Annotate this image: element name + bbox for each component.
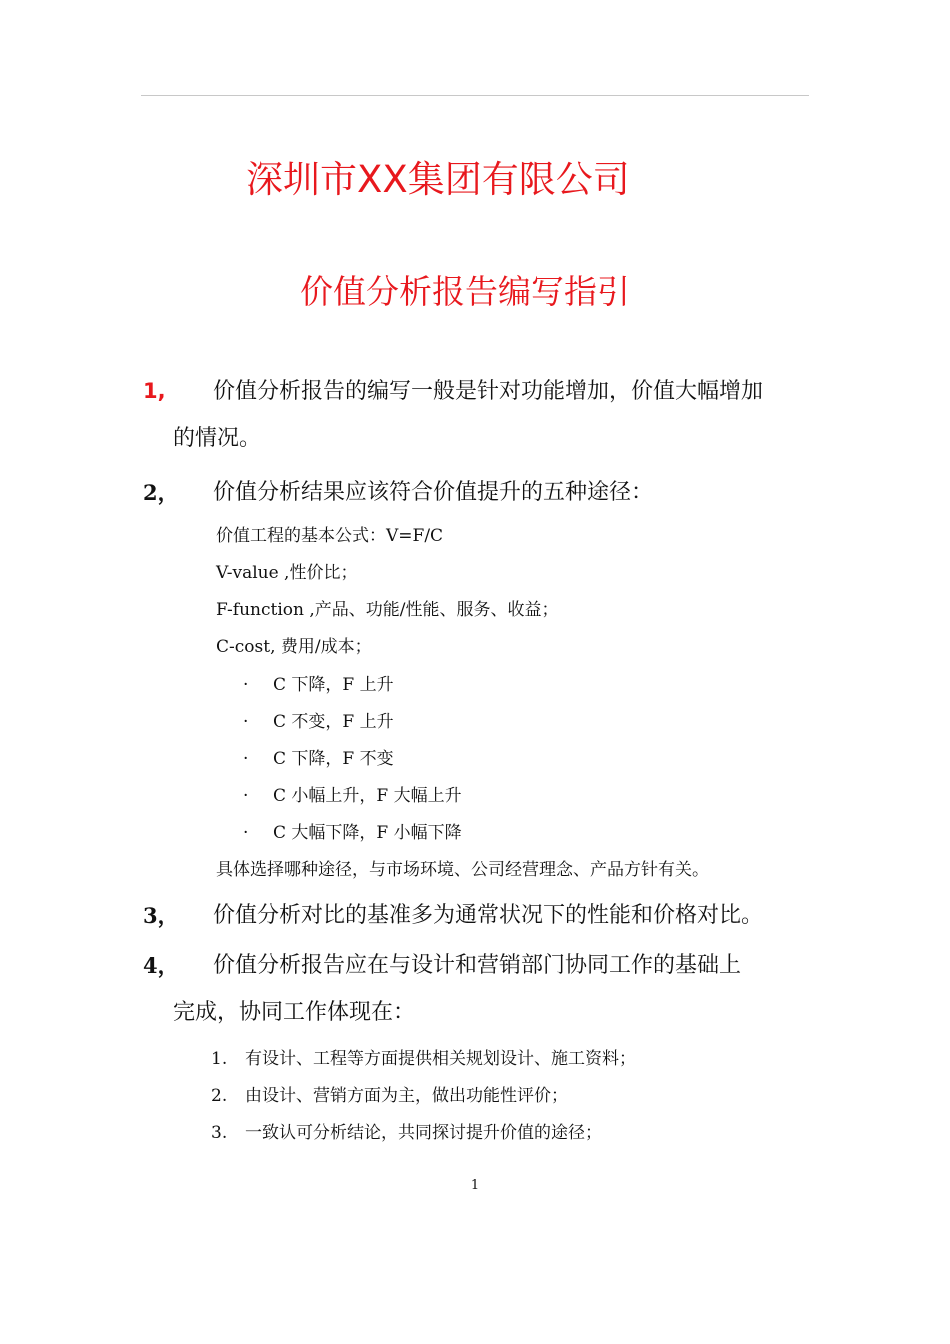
section-number: 2， — [143, 480, 179, 505]
list-number: 3. — [211, 1123, 228, 1143]
formula-line: 价值工程的基本公式：V=F/C — [216, 526, 444, 546]
bullet-dot-icon: · — [243, 786, 249, 806]
bullet-dot-icon: · — [243, 675, 249, 695]
list-number: 2. — [211, 1086, 228, 1106]
list-item-text: 一致认可分析结论，共同探讨提升价值的途径； — [245, 1123, 602, 1143]
bullet-dot-icon: · — [243, 823, 249, 843]
list-item-text: 由设计、营销方面为主，做出功能性评价； — [245, 1086, 568, 1106]
formula-note: 具体选择哪种途径，与市场环境、公司经营理念、产品方针有关。 — [216, 860, 709, 880]
company-name: 深圳市XX集团有限公司 — [246, 158, 630, 201]
list-item — [211, 1078, 568, 1115]
list-item-text: C 小幅上升，F 大幅上升 — [273, 786, 462, 806]
section-text-continued: 完成，协同工作体现在： — [173, 1000, 416, 1025]
list-item — [243, 778, 462, 815]
list-item-text: 有设计、工程等方面提供相关规划设计、施工资料； — [245, 1049, 636, 1069]
formula-line: C-cost, 费用/成本； — [216, 637, 372, 657]
list-item — [243, 704, 394, 741]
list-item — [211, 1041, 636, 1078]
section-text-continued: 的情况。 — [173, 426, 262, 451]
section-text: 价值分析报告应在与设计和营销部门协同工作的基础上 — [213, 953, 742, 978]
section-text: 价值分析结果应该符合价值提升的五种途径： — [213, 480, 654, 505]
formula-line: V-value ,性价比； — [216, 563, 358, 583]
section-text: 价值分析对比的基准多为通常状况下的性能和价格对比。 — [213, 903, 764, 928]
document-title: 价值分析报告编写指引 — [300, 272, 630, 311]
section-text: 价值分析报告的编写一般是针对功能增加，价值大幅增加 — [213, 379, 764, 404]
list-item-text: C 不变，F 上升 — [273, 712, 394, 732]
section-number: 3， — [143, 903, 179, 928]
list-item — [243, 815, 462, 852]
list-item-text: C 下降，F 不变 — [273, 749, 394, 769]
formula-line: F-function ,产品、功能/性能、服务、收益； — [216, 600, 559, 620]
header-rule — [141, 95, 809, 96]
list-item-text: C 大幅下降，F 小幅下降 — [273, 823, 462, 843]
section-1 — [143, 368, 823, 462]
list-item — [243, 741, 394, 778]
list-item-text: C 下降，F 上升 — [273, 675, 394, 695]
bullet-dot-icon: · — [243, 712, 249, 732]
bullet-dot-icon: · — [243, 749, 249, 769]
section-4 — [143, 942, 823, 1036]
list-item — [211, 1115, 602, 1152]
section-number: 4， — [143, 953, 179, 978]
section-3 — [143, 892, 823, 939]
list-item — [243, 667, 394, 704]
section-2 — [143, 469, 823, 516]
list-number: 1. — [211, 1049, 228, 1069]
section-number: 1, — [143, 379, 166, 403]
page-number: 1 — [470, 1178, 480, 1193]
